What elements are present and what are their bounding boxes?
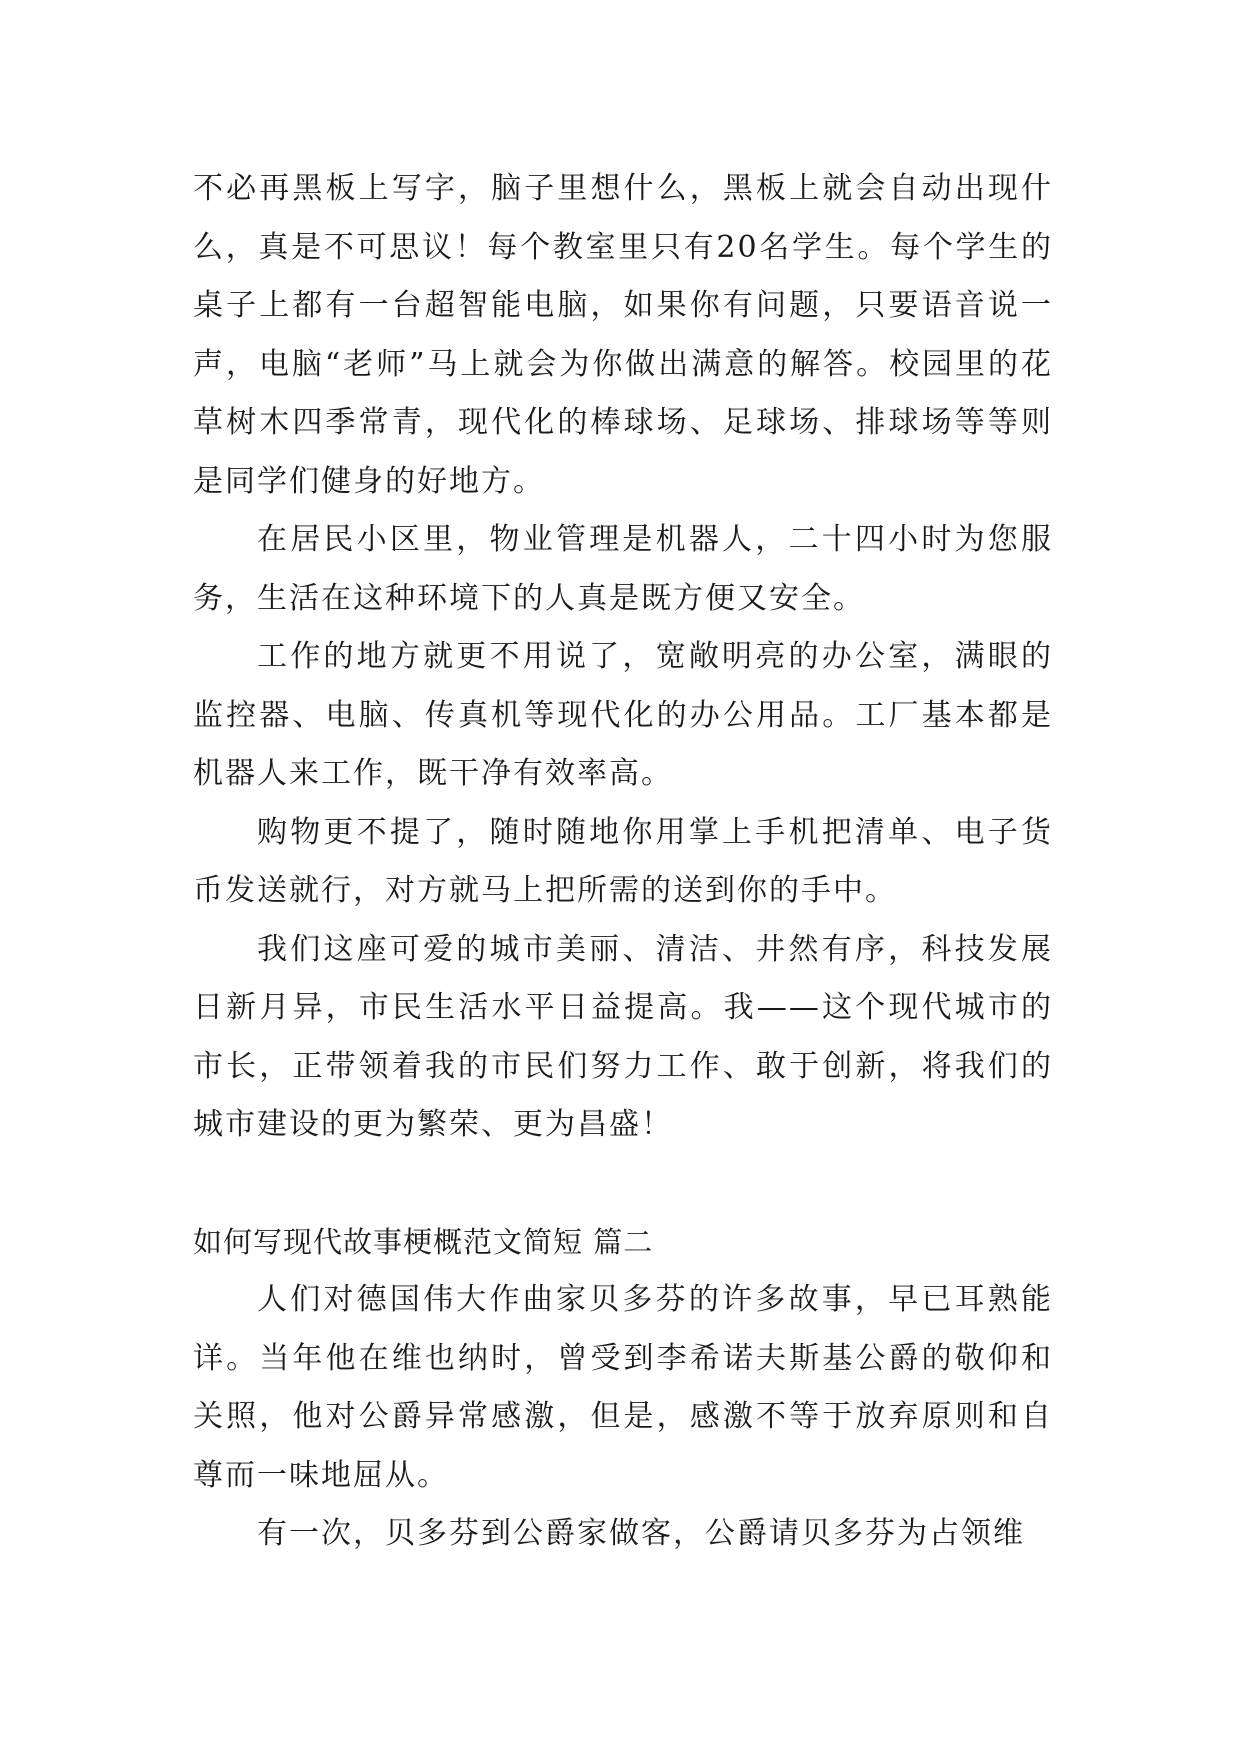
document-body xyxy=(193,160,1053,1564)
paragraph-shopping: 购物更不提了，随时随地你用掌上手机把清单、电子货币发送就行，对方就马上把所需的送到你的手中。 xyxy=(193,814,1053,908)
paragraph-residential: 在居民小区里，物业管理是机器人，二十四小时为您服务，生活在这种环境下的人真是既方便又安全。 xyxy=(193,522,1053,616)
paragraph-workplace: 工作的地方就更不用说了，宽敞明亮的办公室，满眼的监控器、电脑、传真机等现代化的办公用品。工厂基本都是机器人来工作，既干净有效率高。 xyxy=(193,639,1053,791)
paragraph-school: 不必再黑板上写字，脑子里想什么，黑板上就会自动出现什么，真是不可思议！每个教室里只有20名学生。每个学生的桌子上都有一台超智能电脑，如果你有问题，只要语音说一声，电脑“老师”马上就会为你做出满意的解答。校园里的花草树木四季常青，现代化的棒球场、足球场、排球场等等则是同学们健身的好地方。 xyxy=(193,171,1053,499)
paragraph-beethoven: 人们对德国伟大作曲家贝多芬的许多故事，早已耳熟能详。当年他在维也纳时，曾受到李希诺夫斯基公爵的敬仰和关照，他对公爵异常感激，但是，感激不等于放弃原则和自尊而一味地屈从。 xyxy=(193,1282,1053,1493)
paragraph-visit: 有一次，贝多芬到公爵家做客，公爵请贝多芬为占领维 xyxy=(257,1516,1025,1551)
paragraph-city: 我们这座可爱的城市美丽、清洁、井然有序，科技发展日新月异，市民生活水平日益提高。我——这个现代城市的市长，正带领着我的市民们努力工作、敢于创新，将我们的城市建设的更为繁荣、更为昌盛！ xyxy=(193,931,1053,1142)
section-heading: 如何写现代故事梗概范文简短 篇二 xyxy=(193,1224,654,1259)
